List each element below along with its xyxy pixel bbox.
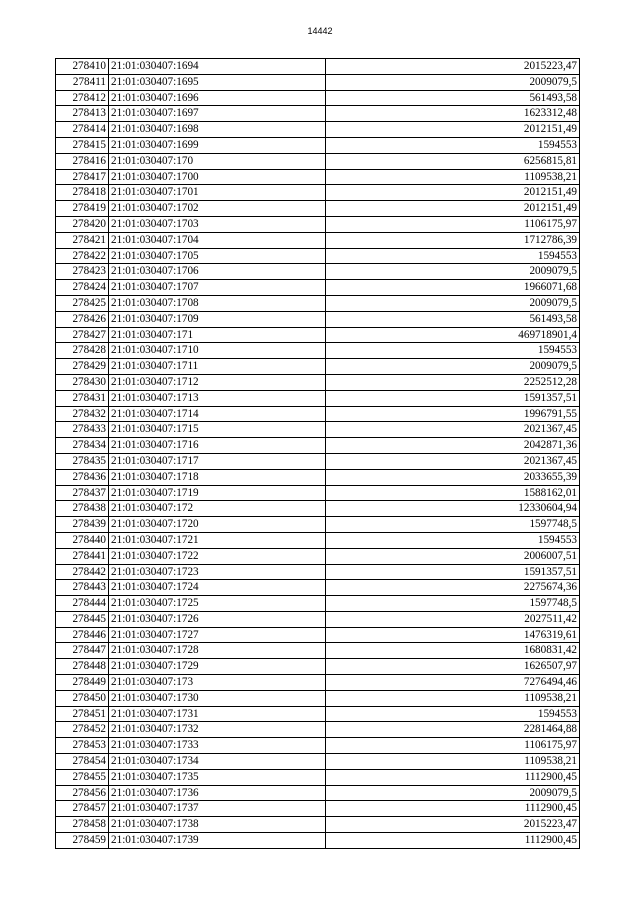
cadastral-value-cell: 2042871,36 xyxy=(326,438,580,454)
row-number-cell: 278433 xyxy=(56,422,109,438)
row-number-cell: 278455 xyxy=(56,769,109,785)
cadastral-value-cell: 1594553 xyxy=(326,532,580,548)
cadastral-value-cell: 1109538,21 xyxy=(326,169,580,185)
table-row xyxy=(56,343,580,359)
row-number-cell: 278446 xyxy=(56,627,109,643)
row-number-cell: 278451 xyxy=(56,706,109,722)
row-number-cell: 278435 xyxy=(56,453,109,469)
cadastral-number-cell: 21:01:030407:1698 xyxy=(109,122,326,138)
cadastral-value-cell: 2009079,5 xyxy=(326,264,580,280)
cadastral-value-cell: 6256815,81 xyxy=(326,153,580,169)
row-number-cell: 278436 xyxy=(56,469,109,485)
row-number-cell: 278442 xyxy=(56,564,109,580)
table-row xyxy=(56,264,580,280)
cadastral-value-cell: 2009079,5 xyxy=(326,359,580,375)
row-number-cell: 278423 xyxy=(56,264,109,280)
cadastral-number-cell: 21:01:030407:1711 xyxy=(109,359,326,375)
cadastral-number-cell: 21:01:030407:1714 xyxy=(109,406,326,422)
table-row xyxy=(56,106,580,122)
row-number-cell: 278430 xyxy=(56,374,109,390)
table-body xyxy=(56,59,580,849)
row-number-cell: 278410 xyxy=(56,59,109,75)
page-number: 14442 xyxy=(307,26,333,36)
cadastral-number-cell: 21:01:030407:1720 xyxy=(109,517,326,533)
table-row xyxy=(56,659,580,675)
row-number-cell: 278445 xyxy=(56,611,109,627)
row-number-cell: 278428 xyxy=(56,343,109,359)
cadastral-number-cell: 21:01:030407:1694 xyxy=(109,59,326,75)
table-row xyxy=(56,280,580,296)
cadastral-number-cell: 21:01:030407:1738 xyxy=(109,817,326,833)
cadastral-value-cell: 1588162,01 xyxy=(326,485,580,501)
row-number-cell: 278417 xyxy=(56,169,109,185)
cadastral-number-cell: 21:01:030407:1728 xyxy=(109,643,326,659)
table-row xyxy=(56,406,580,422)
row-number-cell: 278439 xyxy=(56,517,109,533)
table-row xyxy=(56,90,580,106)
cadastral-number-cell: 21:01:030407:1708 xyxy=(109,295,326,311)
cadastral-value-cell: 1476319,61 xyxy=(326,627,580,643)
cadastral-value-cell: 1626507,97 xyxy=(326,659,580,675)
cadastral-number-cell: 21:01:030407:1721 xyxy=(109,532,326,548)
table-row xyxy=(56,453,580,469)
cadastral-number-cell: 21:01:030407:170 xyxy=(109,153,326,169)
cadastral-value-cell: 1966071,68 xyxy=(326,280,580,296)
cadastral-value-cell: 2021367,45 xyxy=(326,422,580,438)
table-row xyxy=(56,122,580,138)
table-row xyxy=(56,438,580,454)
table-row xyxy=(56,469,580,485)
table-row xyxy=(56,74,580,90)
row-number-cell: 278458 xyxy=(56,817,109,833)
row-number-cell: 278421 xyxy=(56,232,109,248)
cadastral-value-cell: 7276494,46 xyxy=(326,675,580,691)
table-row xyxy=(56,785,580,801)
cadastral-value-cell: 2012151,49 xyxy=(326,122,580,138)
cadastral-number-cell: 21:01:030407:172 xyxy=(109,501,326,517)
table-row xyxy=(56,532,580,548)
row-number-cell: 278427 xyxy=(56,327,109,343)
table-row xyxy=(56,137,580,153)
table-row xyxy=(56,216,580,232)
cadastral-number-cell: 21:01:030407:1696 xyxy=(109,90,326,106)
table-row xyxy=(56,769,580,785)
row-number-cell: 278426 xyxy=(56,311,109,327)
row-number-cell: 278438 xyxy=(56,501,109,517)
row-number-cell: 278413 xyxy=(56,106,109,122)
cadastral-number-cell: 21:01:030407:1722 xyxy=(109,548,326,564)
cadastral-value-cell: 2009079,5 xyxy=(326,74,580,90)
cadastral-value-cell: 2021367,45 xyxy=(326,453,580,469)
row-number-cell: 278456 xyxy=(56,785,109,801)
table-row xyxy=(56,232,580,248)
row-number-cell: 278444 xyxy=(56,596,109,612)
cadastral-number-cell: 21:01:030407:1700 xyxy=(109,169,326,185)
row-number-cell: 278422 xyxy=(56,248,109,264)
cadastral-value-cell: 1591357,51 xyxy=(326,390,580,406)
cadastral-number-cell: 21:01:030407:1737 xyxy=(109,801,326,817)
table-row xyxy=(56,485,580,501)
cadastral-number-cell: 21:01:030407:1717 xyxy=(109,453,326,469)
row-number-cell: 278459 xyxy=(56,833,109,849)
table-row xyxy=(56,611,580,627)
table-row xyxy=(56,517,580,533)
cadastral-number-cell: 21:01:030407:1724 xyxy=(109,580,326,596)
cadastral-value-cell: 2006007,51 xyxy=(326,548,580,564)
table-row xyxy=(56,738,580,754)
row-number-cell: 278441 xyxy=(56,548,109,564)
cadastral-number-cell: 21:01:030407:1723 xyxy=(109,564,326,580)
row-number-cell: 278452 xyxy=(56,722,109,738)
cadastral-value-cell: 2009079,5 xyxy=(326,295,580,311)
cadastral-number-cell: 21:01:030407:173 xyxy=(109,675,326,691)
cadastral-value-cell: 1597748,5 xyxy=(326,517,580,533)
cadastral-number-cell: 21:01:030407:1736 xyxy=(109,785,326,801)
cadastral-number-cell: 21:01:030407:1704 xyxy=(109,232,326,248)
cadastral-value-cell: 1623312,48 xyxy=(326,106,580,122)
cadastral-value-cell: 2009079,5 xyxy=(326,785,580,801)
cadastral-value-cell: 561493,58 xyxy=(326,311,580,327)
cadastral-value-cell: 2012151,49 xyxy=(326,201,580,217)
table-row xyxy=(56,580,580,596)
cadastral-number-cell: 21:01:030407:1726 xyxy=(109,611,326,627)
row-number-cell: 278415 xyxy=(56,137,109,153)
cadastral-number-cell: 21:01:030407:1732 xyxy=(109,722,326,738)
cadastral-number-cell: 21:01:030407:1701 xyxy=(109,185,326,201)
row-number-cell: 278437 xyxy=(56,485,109,501)
table-row xyxy=(56,169,580,185)
cadastral-value-cell: 2012151,49 xyxy=(326,185,580,201)
cadastral-number-cell: 21:01:030407:1733 xyxy=(109,738,326,754)
cadastral-value-cell: 1591357,51 xyxy=(326,564,580,580)
table-row xyxy=(56,390,580,406)
cadastral-number-cell: 21:01:030407:1719 xyxy=(109,485,326,501)
table-row xyxy=(56,548,580,564)
row-number-cell: 278431 xyxy=(56,390,109,406)
table-row xyxy=(56,690,580,706)
table-row xyxy=(56,564,580,580)
cadastral-value-cell: 1680831,42 xyxy=(326,643,580,659)
row-number-cell: 278450 xyxy=(56,690,109,706)
row-number-cell: 278443 xyxy=(56,580,109,596)
table-row xyxy=(56,311,580,327)
table-row xyxy=(56,627,580,643)
table-row xyxy=(56,153,580,169)
cadastral-number-cell: 21:01:030407:1697 xyxy=(109,106,326,122)
cadastral-value-cell: 1996791,55 xyxy=(326,406,580,422)
row-number-cell: 278449 xyxy=(56,675,109,691)
cadastral-value-cell: 12330604,94 xyxy=(326,501,580,517)
table-row xyxy=(56,201,580,217)
cadastral-number-cell: 21:01:030407:1712 xyxy=(109,374,326,390)
cadastral-value-cell: 2252512,28 xyxy=(326,374,580,390)
cadastral-number-cell: 21:01:030407:1699 xyxy=(109,137,326,153)
row-number-cell: 278419 xyxy=(56,201,109,217)
row-number-cell: 278440 xyxy=(56,532,109,548)
row-number-cell: 278429 xyxy=(56,359,109,375)
cadastral-number-cell: 21:01:030407:1734 xyxy=(109,754,326,770)
cadastral-number-cell: 21:01:030407:1709 xyxy=(109,311,326,327)
cadastral-value-cell: 1594553 xyxy=(326,706,580,722)
cadastral-value-cell: 2033655,39 xyxy=(326,469,580,485)
cadastral-number-cell: 21:01:030407:1710 xyxy=(109,343,326,359)
table-row xyxy=(56,643,580,659)
table-row xyxy=(56,295,580,311)
table-row xyxy=(56,59,580,75)
cadastral-number-cell: 21:01:030407:1735 xyxy=(109,769,326,785)
row-number-cell: 278448 xyxy=(56,659,109,675)
table-row xyxy=(56,501,580,517)
cadastral-value-cell: 2275674,36 xyxy=(326,580,580,596)
cadastral-number-cell: 21:01:030407:1702 xyxy=(109,201,326,217)
table-row xyxy=(56,185,580,201)
cadastral-number-cell: 21:01:030407:1731 xyxy=(109,706,326,722)
row-number-cell: 278432 xyxy=(56,406,109,422)
row-number-cell: 278434 xyxy=(56,438,109,454)
cadastral-value-cell: 1109538,21 xyxy=(326,754,580,770)
table-row xyxy=(56,422,580,438)
cadastral-value-cell: 1112900,45 xyxy=(326,801,580,817)
cadastral-value-cell: 2027511,42 xyxy=(326,611,580,627)
row-number-cell: 278420 xyxy=(56,216,109,232)
cadastral-value-cell: 1594553 xyxy=(326,137,580,153)
table-row xyxy=(56,706,580,722)
table-row xyxy=(56,596,580,612)
cadastral-number-cell: 21:01:030407:1703 xyxy=(109,216,326,232)
cadastral-number-cell: 21:01:030407:1718 xyxy=(109,469,326,485)
cadastral-number-cell: 21:01:030407:1715 xyxy=(109,422,326,438)
row-number-cell: 278454 xyxy=(56,754,109,770)
cadastral-number-cell: 21:01:030407:1725 xyxy=(109,596,326,612)
table-row xyxy=(56,327,580,343)
cadastral-number-cell: 21:01:030407:1716 xyxy=(109,438,326,454)
table-row xyxy=(56,801,580,817)
table-row xyxy=(56,359,580,375)
cadastral-value-cell: 2015223,47 xyxy=(326,59,580,75)
table-row xyxy=(56,817,580,833)
cadastral-value-cell: 469718901,4 xyxy=(326,327,580,343)
row-number-cell: 278418 xyxy=(56,185,109,201)
row-number-cell: 278416 xyxy=(56,153,109,169)
row-number-cell: 278447 xyxy=(56,643,109,659)
row-number-cell: 278412 xyxy=(56,90,109,106)
row-number-cell: 278414 xyxy=(56,122,109,138)
cadastral-value-cell: 1106175,97 xyxy=(326,216,580,232)
cadastral-value-table xyxy=(55,58,580,849)
cadastral-number-cell: 21:01:030407:1706 xyxy=(109,264,326,280)
cadastral-number-cell: 21:01:030407:1730 xyxy=(109,690,326,706)
cadastral-number-cell: 21:01:030407:171 xyxy=(109,327,326,343)
cadastral-number-cell: 21:01:030407:1705 xyxy=(109,248,326,264)
cadastral-value-cell: 2281464,88 xyxy=(326,722,580,738)
table-row xyxy=(56,374,580,390)
cadastral-value-cell: 1106175,97 xyxy=(326,738,580,754)
row-number-cell: 278411 xyxy=(56,74,109,90)
row-number-cell: 278425 xyxy=(56,295,109,311)
table-row xyxy=(56,675,580,691)
cadastral-value-cell: 1712786,39 xyxy=(326,232,580,248)
cadastral-value-cell: 1109538,21 xyxy=(326,690,580,706)
cadastral-number-cell: 21:01:030407:1739 xyxy=(109,833,326,849)
table-row xyxy=(56,833,580,849)
cadastral-value-cell: 1597748,5 xyxy=(326,596,580,612)
cadastral-value-cell: 1594553 xyxy=(326,248,580,264)
cadastral-value-cell: 1112900,45 xyxy=(326,769,580,785)
cadastral-value-cell: 1112900,45 xyxy=(326,833,580,849)
cadastral-number-cell: 21:01:030407:1727 xyxy=(109,627,326,643)
cadastral-number-cell: 21:01:030407:1729 xyxy=(109,659,326,675)
cadastral-value-cell: 561493,58 xyxy=(326,90,580,106)
cadastral-value-cell: 1594553 xyxy=(326,343,580,359)
row-number-cell: 278457 xyxy=(56,801,109,817)
cadastral-value-cell: 2015223,47 xyxy=(326,817,580,833)
row-number-cell: 278424 xyxy=(56,280,109,296)
table-row xyxy=(56,722,580,738)
row-number-cell: 278453 xyxy=(56,738,109,754)
table-row xyxy=(56,248,580,264)
table-row xyxy=(56,754,580,770)
cadastral-number-cell: 21:01:030407:1707 xyxy=(109,280,326,296)
cadastral-number-cell: 21:01:030407:1695 xyxy=(109,74,326,90)
cadastral-number-cell: 21:01:030407:1713 xyxy=(109,390,326,406)
